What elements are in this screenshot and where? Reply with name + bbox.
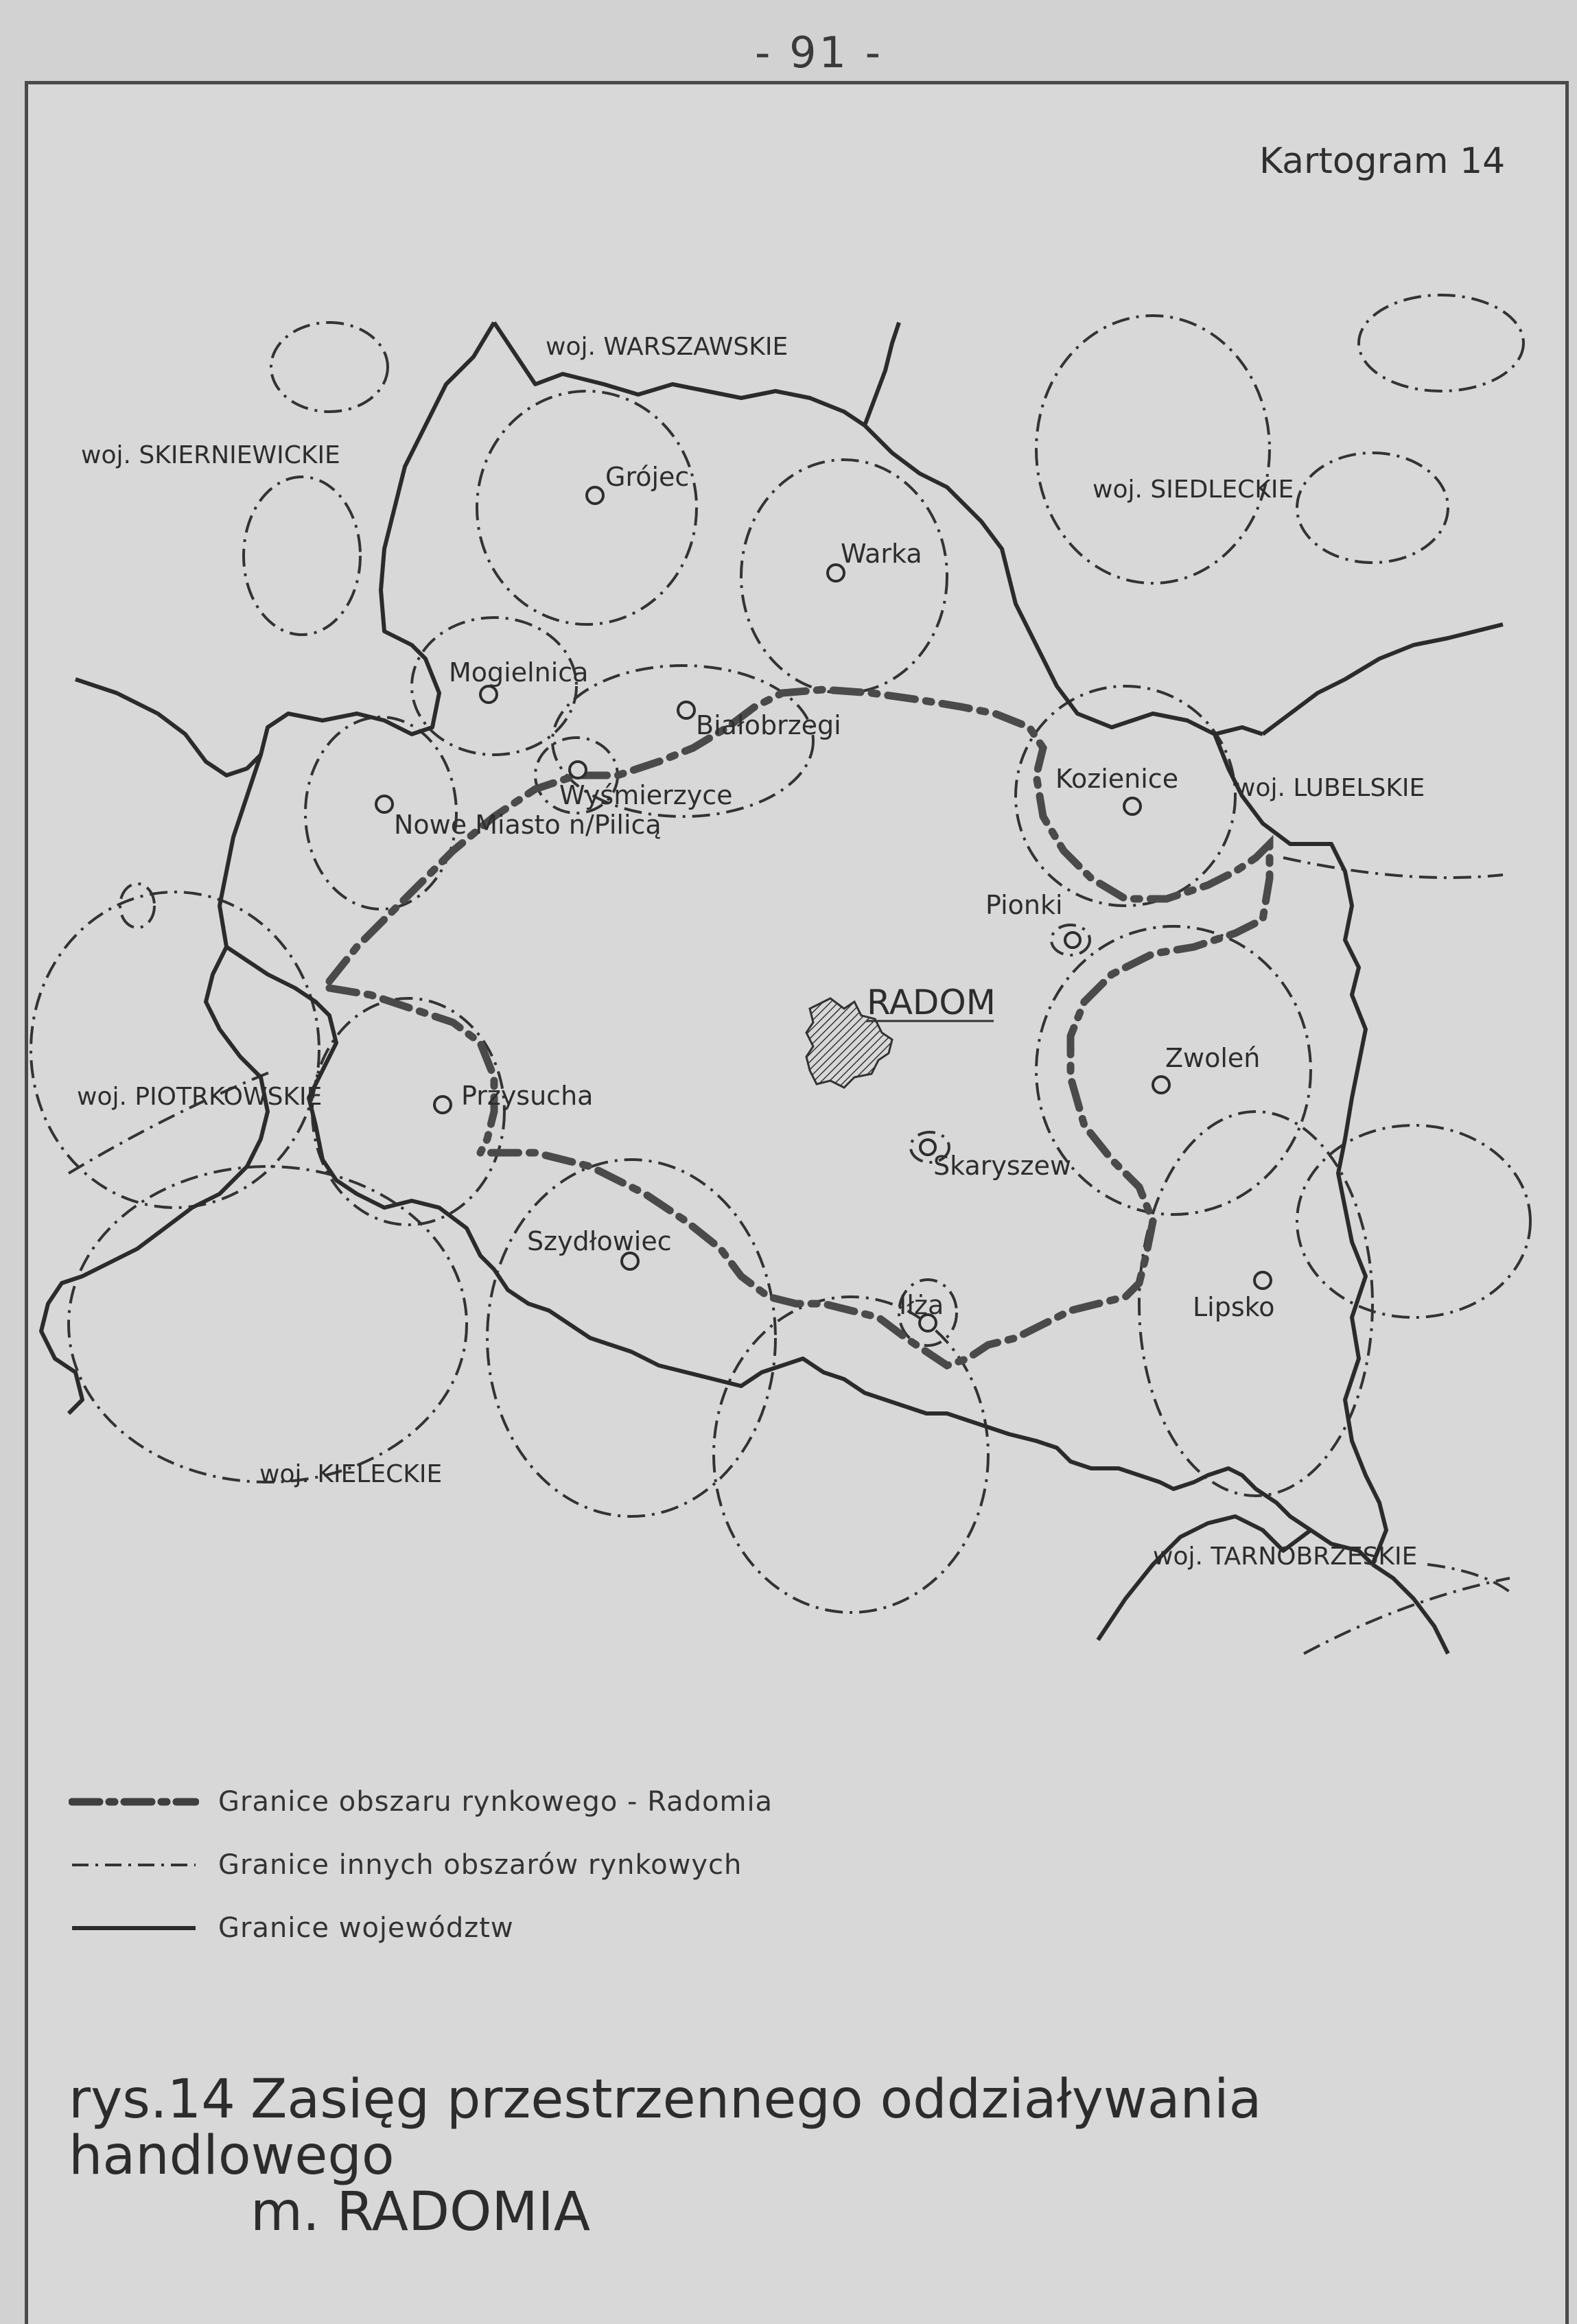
label-woj-tarnobrzeskie: woj. TARNOBRZESKIE (1153, 1542, 1418, 1571)
market-area-east-lipsko (1297, 1125, 1530, 1317)
market-area-siedleckie (1036, 316, 1270, 583)
town-marker-pionki (1065, 932, 1080, 948)
label-ilza: Iłża (899, 1290, 944, 1320)
market-area-kieleckie-west (69, 1166, 467, 1482)
radom-boundary-przysucha (329, 988, 494, 1153)
label-zwolen: Zwoleń (1165, 1043, 1261, 1073)
boundary-lubelskie-north (1263, 624, 1503, 734)
market-area-siedleckie-east (1297, 453, 1448, 563)
town-marker-nowe-miasto (376, 796, 393, 812)
label-woj-warszawskie: woj. WARSZAWSKIE (546, 333, 788, 361)
label-kozienice: Kozienice (1055, 764, 1179, 794)
market-area-skierniewickie (244, 477, 360, 635)
legend-label-voivodeship-boundary: Granice województw (218, 1912, 514, 1944)
town-marker-wysmierzyce (570, 762, 586, 778)
boundary-warszawskie-northeast (865, 322, 899, 425)
label-woj-piotrkowskie: woj. PIOTRKOWSKIE (77, 1083, 323, 1111)
other-market-boundaries (31, 295, 1530, 1654)
label-woj-skierniewickie: woj. SKIERNIEWICKIE (81, 441, 340, 469)
town-marker-kozienice (1124, 798, 1141, 814)
market-area-szydlowiec (487, 1160, 775, 1516)
label-przysucha: Przysucha (461, 1081, 594, 1111)
market-area-northeast (1359, 295, 1523, 391)
legend-item-voivodeship-boundary (69, 1897, 961, 1960)
market-area-grojec (477, 391, 697, 624)
market-line-east-ray (1283, 858, 1503, 878)
boundary-lubelskie-west (1215, 734, 1386, 1564)
label-wysmierzyce: Wyśmierzyce (559, 780, 733, 810)
legend-label-radom-boundary: Granice obszaru rynkowego - Radomia (218, 1786, 773, 1818)
label-warka: Warka (841, 539, 922, 569)
label-bialobrzegi: Białobrzegi (696, 710, 841, 740)
town-markers (376, 487, 1271, 1331)
town-marker-przysucha (434, 1096, 451, 1113)
map-legend (69, 1770, 961, 1960)
market-area-piotrkowskie-west (31, 892, 319, 1208)
legend-label-market-boundary: Granice innych obszarów rynkowych (218, 1849, 743, 1881)
town-marker-lipsko (1254, 1272, 1271, 1289)
legend-symbol-voivodeship-boundary (69, 1914, 199, 1942)
label-radom: RADOM (867, 983, 996, 1022)
boundary-piotrkowskie (41, 947, 268, 1413)
voivodeship-labels (77, 333, 1425, 1571)
label-mogielnica: Mogielnica (449, 657, 589, 688)
market-area-kieleckie-south (714, 1297, 988, 1612)
kartogram-label: Kartogram 14 (1259, 141, 1506, 182)
boundary-east-lubelskie-tarnobrzeskie (1372, 1564, 1448, 1654)
caption-line-2: m. RADOMIA (250, 2181, 591, 2243)
caption-title: Zasięg przestrzennego oddziaływania handlowego (69, 2069, 1262, 2187)
figure-caption (69, 2069, 1510, 2243)
label-pionki: Pionki (985, 890, 1063, 920)
boundary-tarnobrzeskie (1098, 1516, 1311, 1640)
label-skaryszew: Skaryszew (933, 1151, 1072, 1181)
label-nowe-miasto: Nowe Miasto n/Pilicą (394, 810, 662, 840)
label-grojec: Grójec (605, 462, 690, 492)
market-area-przysucha (312, 998, 504, 1225)
label-lipsko: Lipsko (1193, 1292, 1275, 1322)
legend-item-radom-boundary (69, 1770, 961, 1833)
label-woj-siedleckie: woj. SIEDLECKIE (1093, 476, 1294, 504)
label-woj-lubelskie: woj. LUBELSKIE (1235, 774, 1425, 802)
market-area-kozienice (1016, 686, 1235, 906)
label-woj-kieleckie: woj. KIELECKIE (259, 1460, 443, 1488)
boundary-warszawskie-south (75, 322, 494, 775)
market-area-small-west (120, 884, 154, 928)
caption-line-1 (69, 2069, 1510, 2187)
town-marker-zwolen (1153, 1077, 1169, 1093)
town-marker-grojec (587, 487, 603, 504)
market-area-skierniewickie-north (271, 322, 388, 412)
label-szydlowiec: Szydłowiec (527, 1226, 672, 1256)
legend-symbol-radom-boundary (69, 1788, 199, 1816)
town-marker-bialobrzegi (678, 702, 694, 718)
legend-item-market-boundary (69, 1833, 961, 1897)
town-marker-mogielnica (480, 686, 497, 703)
caption-prefix: rys.14 (69, 2069, 235, 2131)
page-number: - 91 - (755, 27, 884, 78)
voivodeship-boundaries (41, 322, 1503, 1654)
legend-symbol-market-boundary (69, 1851, 199, 1879)
